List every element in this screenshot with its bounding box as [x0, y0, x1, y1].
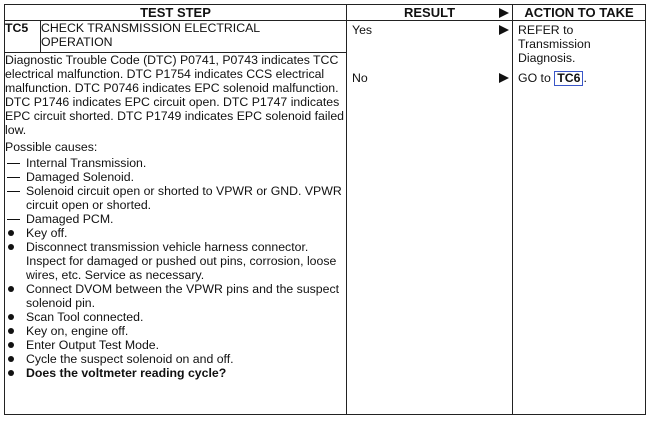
action-yes-line: Diagnosis. — [518, 51, 576, 65]
step-body — [5, 53, 347, 415]
dtc-description: Diagnostic Trouble Code (DTC) P0741, P0743 indicates TCC electrical malfunction. DTC P1754 indicates CCS electrical malfunction. DTC P0746 indicates EPC solenoid malfunction. DTC P1746 indicates EPC circuit open. DTC P1747 indicates EPC circuit shorted. DTC P1749 indicates EPC solenoid failed low. — [5, 53, 345, 137]
cause-item: Damaged Solenoid. — [5, 170, 346, 184]
action-no-prefix: GO to — [518, 71, 555, 85]
question-step — [5, 366, 346, 380]
result-no: No — [352, 71, 368, 85]
header-result — [347, 5, 513, 21]
header-result-label: RESULT — [403, 5, 456, 20]
action-yes-line: REFER to — [518, 23, 574, 37]
action-cell — [513, 21, 646, 415]
cause-item: Solenoid circuit open or shorted to VPWR or GND. VPWR circuit open or shorted. — [5, 184, 346, 212]
arrow-right-icon — [499, 25, 509, 35]
step-title — [41, 21, 347, 53]
step-title-line2: OPERATION — [41, 35, 113, 49]
arrow-right-icon — [499, 8, 509, 18]
possible-causes-list — [5, 156, 346, 226]
action-step: Disconnect transmission vehicle harness connector. Inspect for damaged or pushed out pins, corrosion, loose wires, etc. Service as necessary. — [5, 240, 346, 282]
action-step: Scan Tool connected. — [5, 310, 346, 324]
cause-item: Damaged PCM. — [5, 212, 346, 226]
action-step: Key off. — [5, 226, 346, 240]
action-yes-line: Transmission — [518, 37, 591, 51]
action-step: Cycle the suspect solenoid on and off. — [5, 352, 346, 366]
step-title-line1: CHECK TRANSMISSION ELECTRICAL — [41, 21, 261, 35]
action-no-suffix: . — [583, 71, 587, 85]
arrow-right-icon — [499, 73, 509, 83]
header-action: ACTION TO TAKE — [513, 5, 646, 21]
diagnostic-table — [4, 4, 646, 415]
result-yes: Yes — [352, 23, 373, 37]
question-text: Does the voltmeter reading cycle? — [26, 366, 227, 380]
action-no — [518, 71, 587, 86]
result-cell — [347, 21, 513, 415]
cause-item: Internal Transmission. — [5, 156, 346, 170]
goto-tc6-link[interactable]: TC6 — [554, 71, 583, 86]
action-yes — [518, 23, 591, 65]
action-step: Enter Output Test Mode. — [5, 338, 346, 352]
action-step: Key on, engine off. — [5, 324, 346, 338]
action-steps-list — [5, 226, 346, 380]
step-id: TC5 — [5, 21, 41, 53]
action-step: Connect DVOM between the VPWR pins and the suspect solenoid pin. — [5, 282, 346, 310]
header-test-step: TEST STEP — [5, 5, 347, 21]
possible-causes-label: Possible causes: — [5, 140, 98, 154]
